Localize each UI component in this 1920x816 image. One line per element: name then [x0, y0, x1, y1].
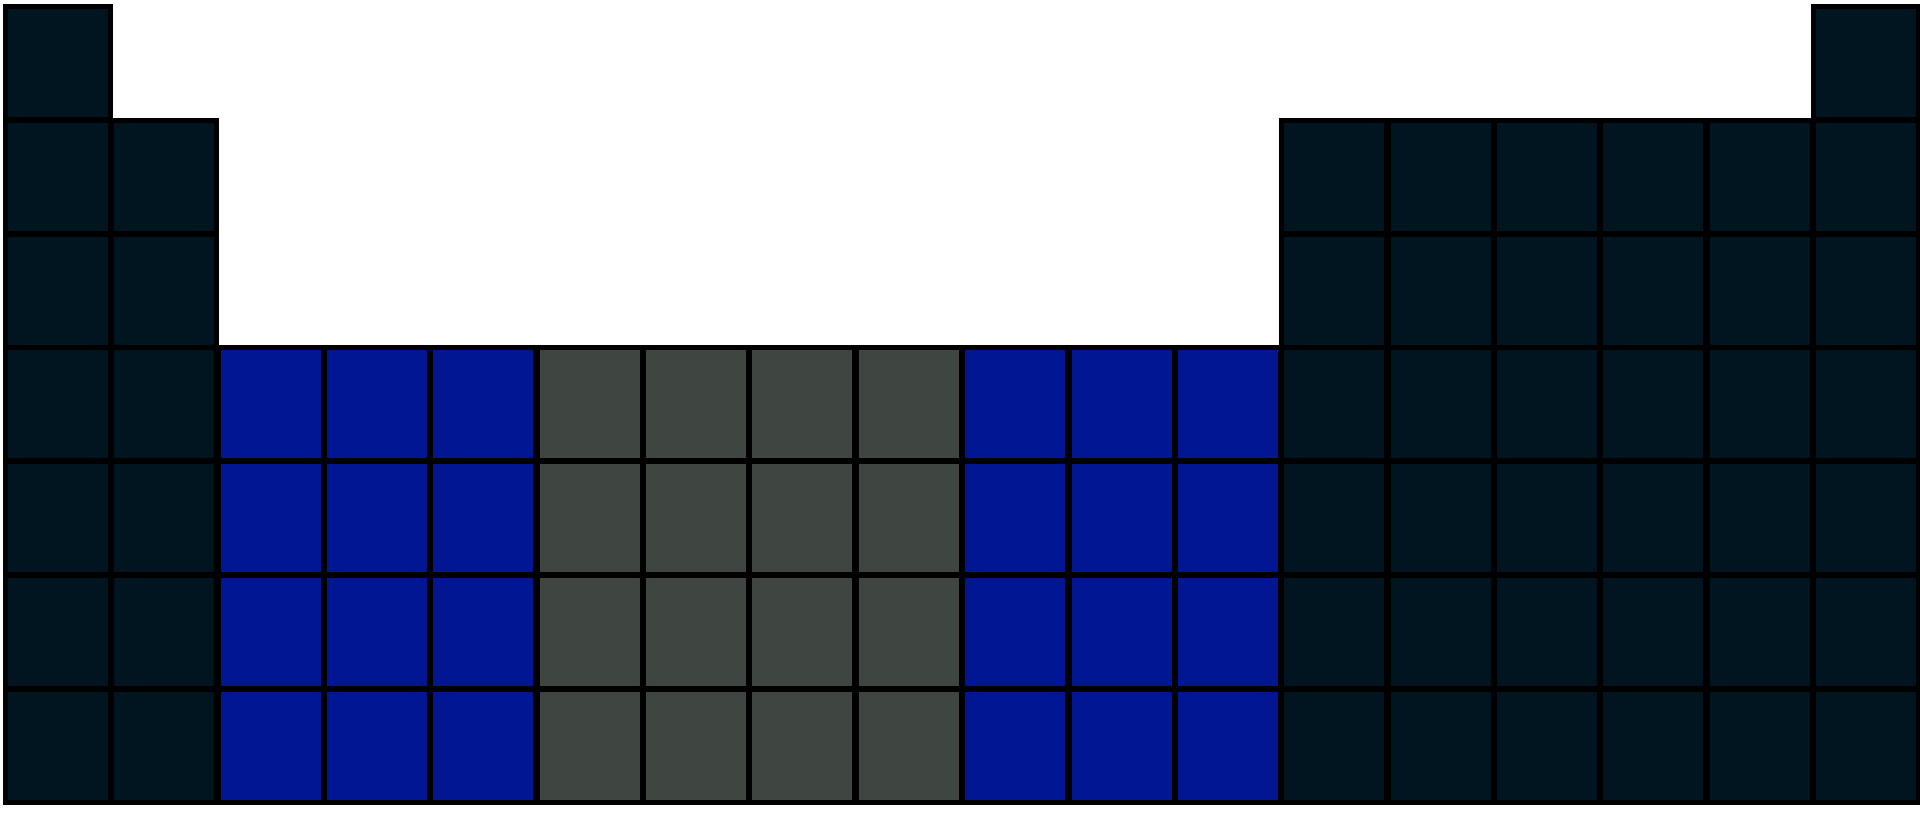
element-cell-g5-p6 — [428, 573, 538, 691]
element-cell-g14-p3 — [1386, 232, 1496, 350]
element-cell-g15-p6 — [1492, 573, 1602, 691]
element-cell-g6-p7 — [535, 687, 645, 805]
element-cell-g13-p5 — [1279, 459, 1389, 577]
element-cell-g18-p7 — [1811, 687, 1920, 805]
element-cell-g1-p4 — [3, 345, 113, 463]
element-cell-g14-p6 — [1386, 573, 1496, 691]
element-cell-g12-p7 — [1173, 687, 1283, 805]
element-cell-g16-p4 — [1598, 345, 1708, 463]
element-cell-g11-p4 — [1067, 345, 1177, 463]
element-cell-g2-p4 — [109, 345, 219, 463]
element-cell-g12-p5 — [1173, 459, 1283, 577]
element-cell-g6-p4 — [535, 345, 645, 463]
element-cell-g8-p7 — [747, 687, 857, 805]
element-cell-g5-p4 — [428, 345, 538, 463]
element-cell-g16-p5 — [1598, 459, 1708, 577]
element-cell-g1-p1 — [3, 4, 113, 122]
element-cell-g11-p7 — [1067, 687, 1177, 805]
element-cell-g4-p4 — [322, 345, 432, 463]
element-cell-g18-p3 — [1811, 232, 1920, 350]
element-cell-g3-p4 — [216, 345, 326, 463]
element-cell-g16-p3 — [1598, 232, 1708, 350]
element-cell-g7-p5 — [641, 459, 751, 577]
element-cell-g10-p7 — [960, 687, 1070, 805]
element-cell-g14-p2 — [1386, 118, 1496, 236]
element-cell-g6-p5 — [535, 459, 645, 577]
element-cell-g3-p7 — [216, 687, 326, 805]
element-cell-g18-p1 — [1811, 4, 1920, 122]
element-cell-g8-p6 — [747, 573, 857, 691]
element-cell-g15-p4 — [1492, 345, 1602, 463]
element-cell-g12-p6 — [1173, 573, 1283, 691]
element-cell-g8-p5 — [747, 459, 857, 577]
element-cell-g1-p7 — [3, 687, 113, 805]
element-cell-g16-p2 — [1598, 118, 1708, 236]
element-cell-g1-p2 — [3, 118, 113, 236]
element-cell-g18-p6 — [1811, 573, 1920, 691]
element-cell-g13-p4 — [1279, 345, 1389, 463]
element-cell-g1-p5 — [3, 459, 113, 577]
element-cell-g17-p3 — [1705, 232, 1815, 350]
element-cell-g6-p6 — [535, 573, 645, 691]
element-cell-g13-p7 — [1279, 687, 1389, 805]
element-cell-g9-p6 — [854, 573, 964, 691]
element-cell-g1-p6 — [3, 573, 113, 691]
element-cell-g7-p6 — [641, 573, 751, 691]
element-cell-g17-p4 — [1705, 345, 1815, 463]
element-cell-g5-p7 — [428, 687, 538, 805]
element-cell-g15-p2 — [1492, 118, 1602, 236]
element-cell-g9-p4 — [854, 345, 964, 463]
element-cell-g13-p6 — [1279, 573, 1389, 691]
element-cell-g17-p2 — [1705, 118, 1815, 236]
element-cell-g4-p6 — [322, 573, 432, 691]
element-cell-g3-p6 — [216, 573, 326, 691]
element-cell-g13-p3 — [1279, 232, 1389, 350]
element-cell-g17-p6 — [1705, 573, 1815, 691]
element-cell-g13-p2 — [1279, 118, 1389, 236]
element-cell-g9-p5 — [854, 459, 964, 577]
element-cell-g7-p7 — [641, 687, 751, 805]
element-cell-g5-p5 — [428, 459, 538, 577]
element-cell-g7-p4 — [641, 345, 751, 463]
element-cell-g11-p6 — [1067, 573, 1177, 691]
element-cell-g2-p7 — [109, 687, 219, 805]
element-cell-g2-p6 — [109, 573, 219, 691]
element-cell-g10-p5 — [960, 459, 1070, 577]
element-cell-g16-p6 — [1598, 573, 1708, 691]
element-cell-g1-p3 — [3, 232, 113, 350]
element-cell-g2-p5 — [109, 459, 219, 577]
element-cell-g10-p6 — [960, 573, 1070, 691]
element-cell-g4-p7 — [322, 687, 432, 805]
element-cell-g14-p7 — [1386, 687, 1496, 805]
element-cell-g12-p4 — [1173, 345, 1283, 463]
element-cell-g14-p4 — [1386, 345, 1496, 463]
element-cell-g9-p7 — [854, 687, 964, 805]
element-cell-g15-p7 — [1492, 687, 1602, 805]
element-cell-g2-p3 — [109, 232, 219, 350]
element-cell-g17-p7 — [1705, 687, 1815, 805]
element-cell-g3-p5 — [216, 459, 326, 577]
element-cell-g16-p7 — [1598, 687, 1708, 805]
element-cell-g4-p5 — [322, 459, 432, 577]
element-cell-g15-p5 — [1492, 459, 1602, 577]
element-cell-g2-p2 — [109, 118, 219, 236]
element-cell-g18-p4 — [1811, 345, 1920, 463]
element-cell-g11-p5 — [1067, 459, 1177, 577]
element-cell-g10-p4 — [960, 345, 1070, 463]
element-cell-g14-p5 — [1386, 459, 1496, 577]
element-cell-g15-p3 — [1492, 232, 1602, 350]
element-cell-g8-p4 — [747, 345, 857, 463]
element-cell-g18-p5 — [1811, 459, 1920, 577]
element-cell-g18-p2 — [1811, 118, 1920, 236]
element-cell-g17-p5 — [1705, 459, 1815, 577]
